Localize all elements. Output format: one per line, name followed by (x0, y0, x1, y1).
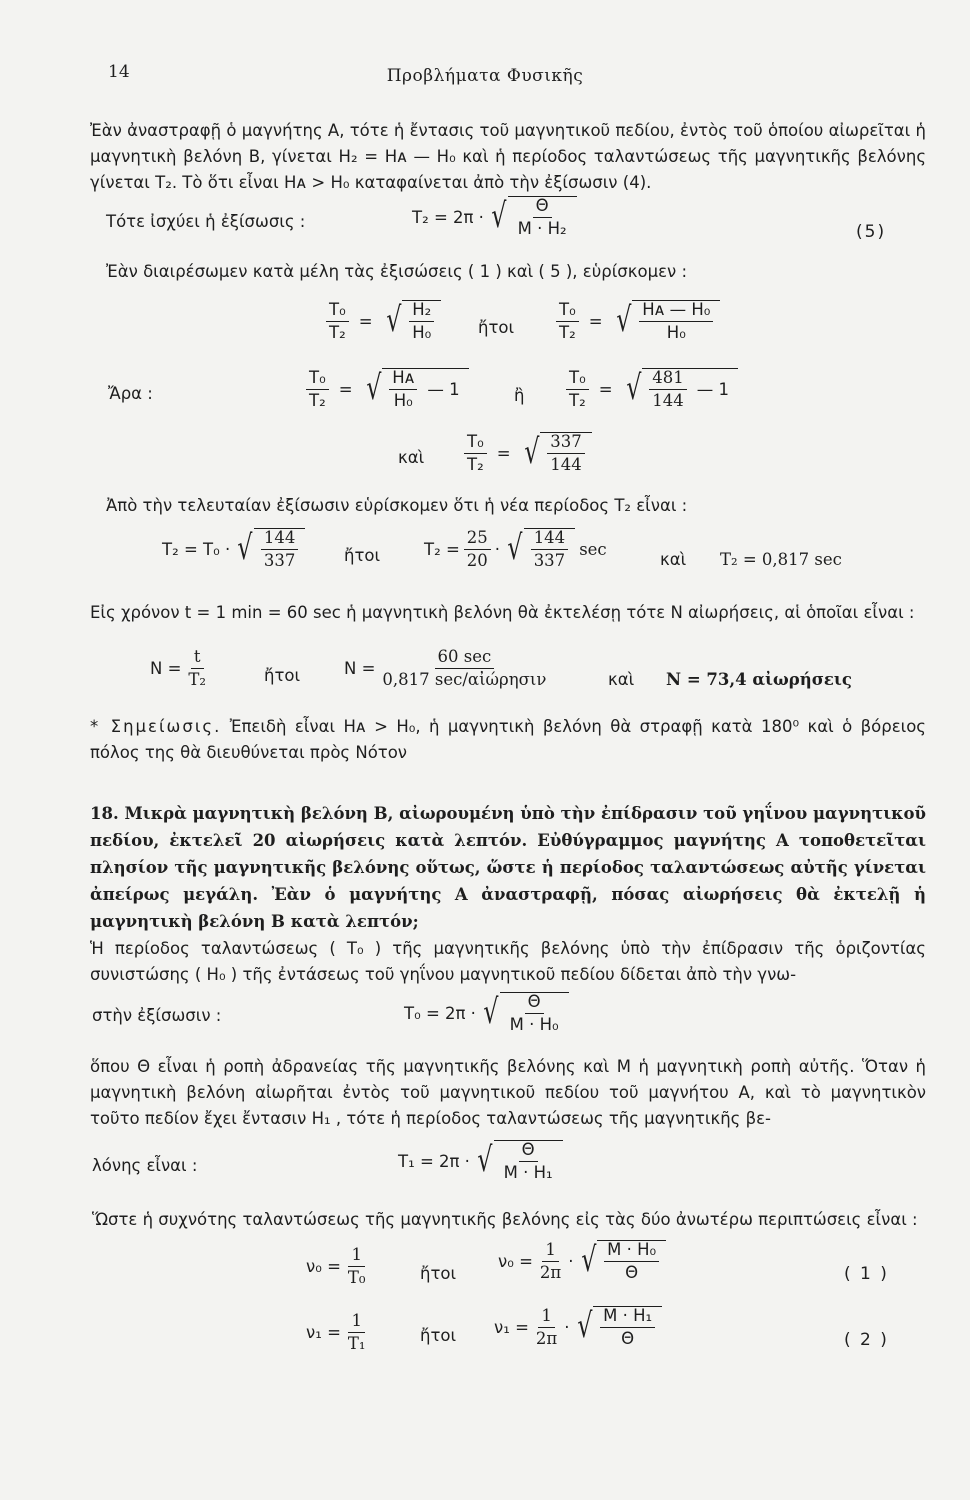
num-25: 25 (464, 529, 491, 550)
num-481: 481 (649, 369, 687, 390)
den-2pi: 2π (535, 1328, 558, 1348)
unit-sec: sec (579, 539, 607, 559)
sqrt-ha-over-h0: √ $\frac{\text{Hᴀ}}{\text{H₀}}$ — 1 (363, 368, 469, 410)
num-60-sec: 60 sec (435, 648, 495, 669)
den-2pi: 2π (539, 1262, 562, 1282)
kai-2: καὶ (660, 550, 687, 569)
note-label: * Σημείωσις. (90, 717, 222, 736)
frac-t2: T₂ (559, 322, 576, 342)
frac-h0: H₀ (666, 323, 686, 342)
num-144: 144 (531, 529, 569, 550)
frac-t2: T₂ (329, 322, 346, 342)
eq5-lhs: T₂ = 2π · (412, 207, 484, 227)
frac-t2: T₂ (309, 390, 326, 410)
sqrt-144-337: √ $\frac{144}{337}$ (234, 528, 305, 570)
ratio-337-144: $\frac{\text{T₀}}{\text{T₂}}$ = √ $\frac{337}{144}$ (460, 432, 596, 474)
n-eq-b (344, 648, 553, 689)
num-337: 337 (547, 433, 585, 454)
sqrt-mh0-theta: √ $\frac{\text{M · H₀}}{\Theta}$ (578, 1240, 667, 1282)
equation-2-tag: ( 2 ) (844, 1330, 889, 1350)
num-m-h0: M · H₀ (604, 1241, 659, 1262)
num-theta: Θ (525, 993, 544, 1014)
t1-eq-lhs: T₁ = 2π · (398, 1151, 470, 1171)
frac-t0: T₀ (326, 301, 349, 322)
last-eq-text: Ἀπὸ τὴν τελευταίαν ἐξίσωσιν εὑρίσκομεν ὅτι ἡ νέα περίοδος T₂ εἶναι : (106, 496, 688, 515)
t2-eq-a (162, 528, 309, 570)
nu1-eq-a (306, 1312, 373, 1353)
sqrt-theta-mh0: √ $\frac{\Theta}{\text{M · H₀}}$ (480, 992, 569, 1034)
t2-eq-b: T₂ = $\frac{25}{20}$ · √ $\frac{144}{337}$ sec (424, 527, 607, 570)
num-1: 1 (348, 1246, 365, 1267)
page-number: 14 (108, 62, 130, 82)
frac-t2: T₂ (188, 670, 207, 689)
nu1-label: ν₁ = (306, 1323, 341, 1342)
time-text: Εἰς χρόνον t = 1 min = 60 sec ἡ μαγνητικὴ βελόνη θὰ ἐκτελέσῃ τότε N αἰωρήσεις, αἱ ὁποῖαι εἶναι : (90, 603, 915, 622)
running-header: Προβλήματα Φυσικῆς (386, 66, 584, 86)
frac-t2: T₂ (467, 454, 484, 474)
sqrt-mh1-theta: √ $\frac{\text{M · H₁}}{\Theta}$ (574, 1306, 663, 1348)
minus-one: — 1 (427, 380, 460, 399)
num-theta: Θ (519, 1141, 538, 1162)
t2-eq-t0: T₂ = T₀ · (162, 539, 231, 559)
nu0-label: ν₀ = (498, 1251, 533, 1271)
den-theta: Θ (625, 1263, 639, 1282)
belonis-label: λόνης εἶναι : (92, 1156, 198, 1175)
frac-t0: T₀ (464, 433, 487, 454)
t1-equation (398, 1140, 567, 1182)
kai-3: καὶ (608, 670, 635, 689)
then-label: Τότε ἰσχύει ἡ ἐξίσωσις : (106, 212, 306, 231)
den-337: 337 (533, 551, 566, 570)
eq5-numerator: Θ (533, 197, 552, 218)
itoi-3: ἤτοι (264, 666, 301, 685)
sqrt-ha-h0: √ $\frac{\text{Hᴀ — H₀}}{\text{H₀}}$ (613, 300, 721, 342)
frac-ha-minus-h0: Hᴀ — H₀ (639, 301, 713, 322)
frac-t0: T₀ (556, 301, 579, 322)
den-m-h0: M · H₀ (509, 1015, 559, 1034)
frac-h0: H₀ (412, 323, 432, 342)
den-144: 144 (550, 455, 582, 474)
t2-eq-label: T₂ = (424, 539, 460, 559)
nu0-eq-a (306, 1246, 373, 1287)
note-text: Ἐπειδὴ εἶναι Hᴀ > H₀, ἡ μαγνητικὴ βελόνη θὰ στραφῇ κατὰ 180⁰ καὶ ὁ βόρειος πόλος της θὰ διευθύνεται πρὸς Νότον (90, 717, 926, 762)
itoi-1: ἤτοι (478, 318, 515, 337)
num-144: 144 (261, 529, 299, 550)
frequency-text: Ὥστε ἡ συχνότης ταλαντώσεως τῆς μαγνητικῆς βελόνης εἰς τὰς δύο ἀνωτέρω περιπτώσεις εἶναι : (92, 1210, 918, 1229)
den-144: 144 (652, 391, 684, 410)
ratio-eq-a: $\frac{\text{T₀}}{\text{T₂}}$ = √ $\frac{\text{H₂}}{\text{H₀}}$ (322, 300, 445, 342)
nu1-label: ν₁ = (494, 1317, 529, 1337)
divide-text: Ἐὰν διαιρέσωμεν κατὰ μέλη τὰς ἐξισώσεις ( 1 ) καὶ ( 5 ), εὑρίσκομεν : (106, 262, 688, 281)
or-word: ἢ (514, 386, 525, 405)
n-result: N = 73,4 αἰωρήσεις (666, 670, 852, 689)
paragraph-reversal: Ἐὰν ἀναστραφῇ ὁ μαγνήτης Α, τότε ἡ ἔντασις τοῦ μαγνητικοῦ πεδίου, ἐντὸς τοῦ ὁποίου αἰωρεῖται ἡ μαγνητικὴ βελόνη Β, γίνεται H₂ = Hᴀ — H₀ καὶ ἡ περίοδος ταλαντώσεως τῆς μαγνητικῆς βελόνης γίνεται T₂. Τὸ ὅτι εἶναι Hᴀ > H₀ καταφαίνεται ἀπὸ τὴν ἐξίσωσιν (4). (90, 121, 926, 192)
itoi-2: ἤτοι (344, 546, 381, 565)
nu0-eq-b: ν₀ = $\frac{1}{2\pi}$ · √ $\frac{\text{M · H₀}}{\Theta}$ (498, 1240, 670, 1282)
frac-ha: Hᴀ (389, 369, 417, 390)
frac-t0: T₀ (306, 369, 329, 390)
num-1: 1 (542, 1241, 559, 1262)
kai-1: καὶ (398, 448, 425, 467)
ara-eq-b: $\frac{\text{T₀}}{\text{T₂}}$ = √ $\frac{481}{144}$ — 1 (562, 368, 742, 410)
ara-eq-a: $\frac{\text{T₀}}{\text{T₂}}$ = √ $\frac{\text{Hᴀ}}{\text{H₀}}$ — 1 (302, 368, 473, 410)
sqrt-h2-h0: √ $\frac{\text{H₂}}{\text{H₀}}$ (383, 300, 442, 342)
equation-5-tag: (5) (856, 222, 887, 242)
sqrt-144-337-b: √ $\frac{144}{337}$ (504, 528, 575, 570)
note (90, 714, 926, 766)
den-theta: Θ (621, 1329, 635, 1348)
n-eq-label: N = (344, 659, 376, 678)
t2-result: T₂ = 0,817 sec (720, 550, 842, 569)
frac-h2: H₂ (409, 301, 434, 322)
equation-1-tag: ( 1 ) (844, 1264, 889, 1284)
itoi-5: ἤτοι (420, 1326, 457, 1345)
equation-5 (412, 196, 581, 238)
frac-t0: T₀ (347, 1268, 366, 1287)
frac-t0: T₀ (566, 369, 589, 390)
num-1: 1 (538, 1307, 555, 1328)
frac-t1: T₁ (347, 1334, 366, 1353)
solution-paragraph-2: ὅπου Θ εἶναι ἡ ροπὴ ἀδρανείας τῆς μαγνητικῆς βελόνης καὶ M ἡ μαγνητικὴ ροπὴ αὐτῆς. Ὅταν ἡ μαγνητικὴ βελόνη αἰωρῆται ἐντὸς τοῦ μαγνητικοῦ πεδίου τοῦ μαγνήτου Α, καὶ τὸ μαγνητικὸν τοῦτο πεδίον ἔχει ἔντασιν H₁ , τότε ἡ περίοδος ταλαντώσεως τῆς μαγνητικῆς βε- (90, 1057, 926, 1128)
t0-eq-lhs: T₀ = 2π · (404, 1003, 476, 1023)
num-m-h1: M · H₁ (600, 1307, 655, 1328)
sqrt-theta-mh1: √ $\frac{\Theta}{\text{M · H₁}}$ (474, 1140, 563, 1182)
minus-one: — 1 (696, 380, 729, 399)
nu1-eq-b: ν₁ = $\frac{1}{2\pi}$ · √ $\frac{\text{M · H₁}}{\Theta}$ (494, 1306, 666, 1348)
t0-equation (404, 992, 573, 1034)
ara-label: Ἄρα : (108, 384, 153, 403)
den-20: 20 (466, 550, 488, 570)
sqrt-337-144: √ $\frac{337}{144}$ (521, 432, 592, 474)
itoi-4: ἤτοι (420, 1264, 457, 1283)
sqrt-eq5: √ $\frac{\Theta}{\text{M · H₂}}$ (488, 196, 577, 238)
frac-t2: T₂ (569, 390, 586, 410)
sqrt-481-144: √ $\frac{481}{144}$ — 1 (623, 368, 738, 410)
num-1: 1 (348, 1312, 365, 1333)
problem-18: 18. Μικρὰ μαγνητικὴ βελόνη Β, αἰωρουμένη ὑπὸ τὴν ἐπίδρασιν τοῦ γηΐνου μαγνητικοῦ πεδίου, ἐκτελεῖ 20 αἰωρήσεις κατὰ λεπτόν. Εὐθύγραμμος μαγνήτης Α τοποθετεῖται πλησίον τῆς μαγνητικῆς βελόνης οὕτως, ὥστε ἡ περίοδος ταλαντώσεως αὐτῆς γίνεται ἀπείρως μεγάλη. Ἐὰν ὁ μαγνήτης Α ἀναστραφῇ, πόσας αἰωρήσεις θὰ ἐκτελῇ ἡ μαγνητικὴ βελόνη Β κατὰ λεπτόν; (90, 804, 926, 931)
den-m-h1: M · H₁ (503, 1163, 553, 1182)
eq5-denominator: M · H₂ (517, 219, 567, 238)
num-t: t (191, 648, 204, 669)
den-0817: 0,817 sec/αἰώρησιν (382, 670, 547, 689)
den-337: 337 (263, 551, 296, 570)
frac-h0: H₀ (393, 391, 413, 410)
ratio-eq-b: $\frac{\text{T₀}}{\text{T₂}}$ = √ $\frac{\text{Hᴀ — H₀}}{\text{H₀}}$ (552, 300, 724, 342)
solution-paragraph-1: Ἡ περίοδος ταλαντώσεως ( T₀ ) τῆς μαγνητικῆς βελόνης ὑπὸ τὴν ἐπίδρασιν τῆς ὁριζοντίας συνιστώσης ( H₀ ) τῆς ἐντάσεως τοῦ γηΐνου μαγνητικοῦ πεδίου δίδεται ἀπὸ τὴν γνω- (90, 939, 926, 984)
known-eq-label: στὴν ἐξίσωσιν : (92, 1006, 222, 1025)
nu0-label: ν₀ = (306, 1257, 341, 1276)
n-eq-a (150, 648, 213, 689)
n-eq-label: N = (150, 659, 182, 678)
